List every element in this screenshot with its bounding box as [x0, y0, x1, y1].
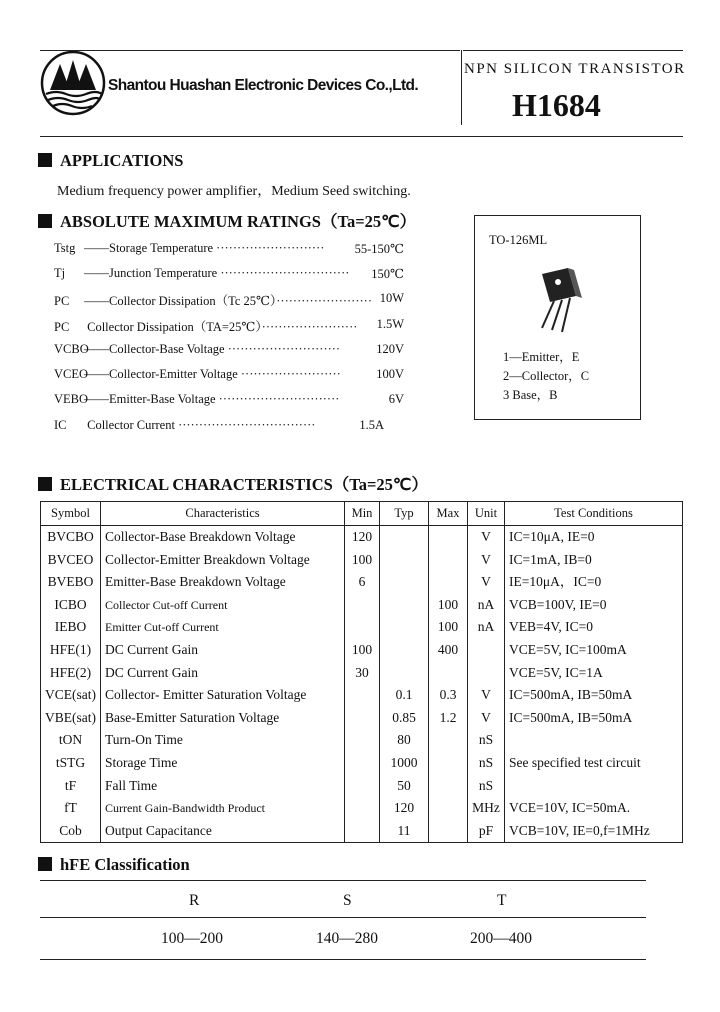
table-cell-min: 100	[345, 549, 380, 572]
table-cell-min	[345, 594, 380, 617]
bullet-square-icon	[38, 214, 52, 228]
table-cell-max	[429, 797, 468, 820]
applications-heading: APPLICATIONS	[38, 151, 183, 171]
table-cell-sym: tON	[41, 729, 101, 752]
rating-row: Tj ——Junction Temperature ······························· 150℃	[54, 266, 404, 281]
electrical-table	[40, 501, 683, 843]
table-cell-min	[345, 820, 380, 843]
bullet-square-icon	[38, 153, 52, 167]
table-cell-char: Base-Emitter Saturation Voltage	[101, 707, 345, 730]
table-cell-char: Storage Time	[101, 752, 345, 775]
table-cell-unit: V	[468, 526, 505, 549]
document-type: NPN SILICON TRANSISTOR	[464, 61, 686, 77]
table-row	[41, 820, 683, 843]
table-row	[41, 639, 683, 662]
table-cell-char: Turn-On Time	[101, 729, 345, 752]
table-cell-min	[345, 684, 380, 707]
table-cell-char: Fall Time	[101, 775, 345, 798]
table-cell-cond: VCB=10V, IE=0,f=1MHz	[505, 820, 683, 843]
table-cell-sym: IEBO	[41, 616, 101, 639]
table-cell-max: 1.2	[429, 707, 468, 730]
table-cell-max	[429, 662, 468, 685]
classification-rule-top	[40, 880, 646, 881]
table-cell-typ: 50	[380, 775, 429, 798]
rating-row: IC Collector Current ································· 1.5A	[54, 418, 384, 432]
table-cell-max	[429, 571, 468, 594]
rating-row: PC ——Collector Dissipation（Tc 25℃）······················· 10W	[54, 291, 404, 308]
ratings-heading: ABSOLUTE MAXIMUM RATINGS（Ta=25℃）	[38, 208, 416, 232]
table-cell-max: 0.3	[429, 684, 468, 707]
table-cell-cond: IC=1mA, IB=0	[505, 549, 683, 572]
table-cell-sym: VCE(sat)	[41, 684, 101, 707]
column-header: Symbol	[41, 502, 101, 526]
table-cell-cond: VCE=5V, IC=1A	[505, 662, 683, 685]
table-row	[41, 684, 683, 707]
table-cell-cond: VCB=100V, IE=0	[505, 594, 683, 617]
header-rule-left	[40, 50, 460, 51]
table-cell-typ	[380, 571, 429, 594]
table-row	[41, 729, 683, 752]
rating-row: VEBO——Emitter-Base Voltage ····························· 6V	[54, 392, 404, 406]
table-cell-typ: 1000	[380, 752, 429, 775]
table-cell-min	[345, 729, 380, 752]
table-cell-char: Emitter-Base Breakdown Voltage	[101, 571, 345, 594]
table-cell-typ	[380, 549, 429, 572]
table-cell-min: 30	[345, 662, 380, 685]
table-header-row	[41, 502, 683, 526]
table-cell-typ	[380, 594, 429, 617]
column-header: Unit	[468, 502, 505, 526]
pin-label: 1—Emitter，E	[503, 350, 580, 364]
table-cell-typ: 0.1	[380, 684, 429, 707]
table-cell-typ	[380, 616, 429, 639]
part-number: H1684	[512, 87, 601, 123]
table-cell-unit	[468, 639, 505, 662]
table-cell-typ: 0.85	[380, 707, 429, 730]
class-rank: R	[189, 892, 200, 909]
table-cell-typ: 120	[380, 797, 429, 820]
class-range: 140—280	[316, 930, 378, 947]
classification-heading: hFE Classification	[38, 855, 190, 875]
table-cell-typ	[380, 526, 429, 549]
table-cell-max	[429, 526, 468, 549]
table-cell-max: 100	[429, 616, 468, 639]
table-cell-max	[429, 729, 468, 752]
table-cell-unit	[468, 662, 505, 685]
table-cell-min: 6	[345, 571, 380, 594]
table-cell-sym: BVEBO	[41, 571, 101, 594]
company-logo-icon	[40, 50, 106, 116]
table-row	[41, 775, 683, 798]
table-row	[41, 549, 683, 572]
table-cell-max: 100	[429, 594, 468, 617]
table-cell-sym: tSTG	[41, 752, 101, 775]
table-cell-typ	[380, 662, 429, 685]
header-divider	[461, 50, 462, 125]
table-cell-max	[429, 752, 468, 775]
bullet-square-icon	[38, 857, 52, 871]
table-row	[41, 594, 683, 617]
table-cell-unit: nS	[468, 729, 505, 752]
header-rule-bottom	[40, 136, 683, 137]
table-cell-unit: nS	[468, 775, 505, 798]
table-cell-sym: fT	[41, 797, 101, 820]
table-cell-cond: See specified test circuit	[505, 752, 683, 775]
transistor-package-icon	[528, 266, 588, 336]
table-cell-sym: ICBO	[41, 594, 101, 617]
classification-rule-mid	[40, 917, 646, 918]
class-rank: S	[343, 892, 352, 909]
table-cell-cond: IC=500mA, IB=50mA	[505, 684, 683, 707]
header-rule-right	[463, 50, 683, 51]
table-cell-unit: MHz	[468, 797, 505, 820]
class-range: 100—200	[161, 930, 223, 947]
column-header: Characteristics	[101, 502, 345, 526]
column-header: Test Conditions	[505, 502, 683, 526]
table-cell-unit: V	[468, 549, 505, 572]
column-header: Max	[429, 502, 468, 526]
table-cell-sym: tF	[41, 775, 101, 798]
table-cell-min	[345, 707, 380, 730]
table-row	[41, 616, 683, 639]
table-cell-unit: pF	[468, 820, 505, 843]
column-header: Min	[345, 502, 380, 526]
table-cell-sym: BVCBO	[41, 526, 101, 549]
table-cell-min: 120	[345, 526, 380, 549]
table-cell-sym: HFE(2)	[41, 662, 101, 685]
table-cell-char: Collector-Emitter Breakdown Voltage	[101, 549, 345, 572]
table-cell-max	[429, 775, 468, 798]
table-cell-sym: VBE(sat)	[41, 707, 101, 730]
electrical-heading: ELECTRICAL CHARACTERISTICS（Ta=25℃）	[38, 471, 428, 495]
table-cell-unit: V	[468, 684, 505, 707]
package-name: TO-126ML	[489, 233, 548, 247]
class-rank: T	[497, 892, 507, 909]
table-cell-cond: IC=500mA, IB=50mA	[505, 707, 683, 730]
class-range: 200—400	[470, 930, 532, 947]
table-cell-cond	[505, 775, 683, 798]
table-row	[41, 662, 683, 685]
pin-label: 3 Base，B	[503, 388, 558, 402]
classification-rule-bottom	[40, 959, 646, 960]
rating-row: VCEO——Collector-Emitter Voltage ························ 100V	[54, 367, 404, 381]
table-cell-cond	[505, 729, 683, 752]
table-cell-max	[429, 820, 468, 843]
table-row	[41, 797, 683, 820]
table-cell-min	[345, 797, 380, 820]
rating-row: Tstg ——Storage Temperature ·························· 55-150℃	[54, 241, 404, 256]
table-cell-sym: Cob	[41, 820, 101, 843]
table-cell-cond: IE=10μA，IC=0	[505, 571, 683, 594]
table-cell-min	[345, 775, 380, 798]
table-cell-unit: V	[468, 571, 505, 594]
company-name: Shantou Huashan Electronic Devices Co.,Ltd.	[108, 77, 419, 94]
rating-row: PC Collector Dissipation（TA=25℃）······················· 1.5W	[54, 317, 404, 334]
table-row	[41, 526, 683, 549]
table-cell-unit: nA	[468, 594, 505, 617]
table-cell-cond: VCE=10V, IC=50mA.	[505, 797, 683, 820]
table-cell-unit: nA	[468, 616, 505, 639]
table-cell-max	[429, 549, 468, 572]
table-cell-char: Output Capacitance	[101, 820, 345, 843]
column-header: Typ	[380, 502, 429, 526]
rating-row: VCBO——Collector-Base Voltage ··························· 120V	[54, 342, 404, 356]
table-row	[41, 571, 683, 594]
table-cell-char: Collector- Emitter Saturation Voltage	[101, 684, 345, 707]
table-cell-sym: HFE(1)	[41, 639, 101, 662]
table-cell-char: Collector Cut-off Current	[101, 594, 345, 617]
table-cell-max: 400	[429, 639, 468, 662]
table-cell-char: DC Current Gain	[101, 639, 345, 662]
table-cell-min: 100	[345, 639, 380, 662]
table-cell-typ: 11	[380, 820, 429, 843]
table-cell-cond: IC=10μA, IE=0	[505, 526, 683, 549]
table-cell-char: Collector-Base Breakdown Voltage	[101, 526, 345, 549]
table-cell-typ: 80	[380, 729, 429, 752]
table-cell-min	[345, 616, 380, 639]
table-cell-unit: nS	[468, 752, 505, 775]
bullet-square-icon	[38, 477, 52, 491]
pin-label: 2—Collector，C	[503, 369, 590, 383]
table-cell-min	[345, 752, 380, 775]
table-cell-char: Emitter Cut-off Current	[101, 616, 345, 639]
table-cell-unit: V	[468, 707, 505, 730]
table-cell-char: DC Current Gain	[101, 662, 345, 685]
table-cell-char: Current Gain-Bandwidth Product	[101, 797, 345, 820]
table-cell-typ	[380, 639, 429, 662]
table-row	[41, 707, 683, 730]
table-cell-sym: BVCEO	[41, 549, 101, 572]
table-cell-cond: VEB=4V, IC=0	[505, 616, 683, 639]
applications-text: Medium frequency power amplifier，Medium Seed switching.	[57, 184, 411, 199]
table-row	[41, 752, 683, 775]
table-cell-cond: VCE=5V, IC=100mA	[505, 639, 683, 662]
